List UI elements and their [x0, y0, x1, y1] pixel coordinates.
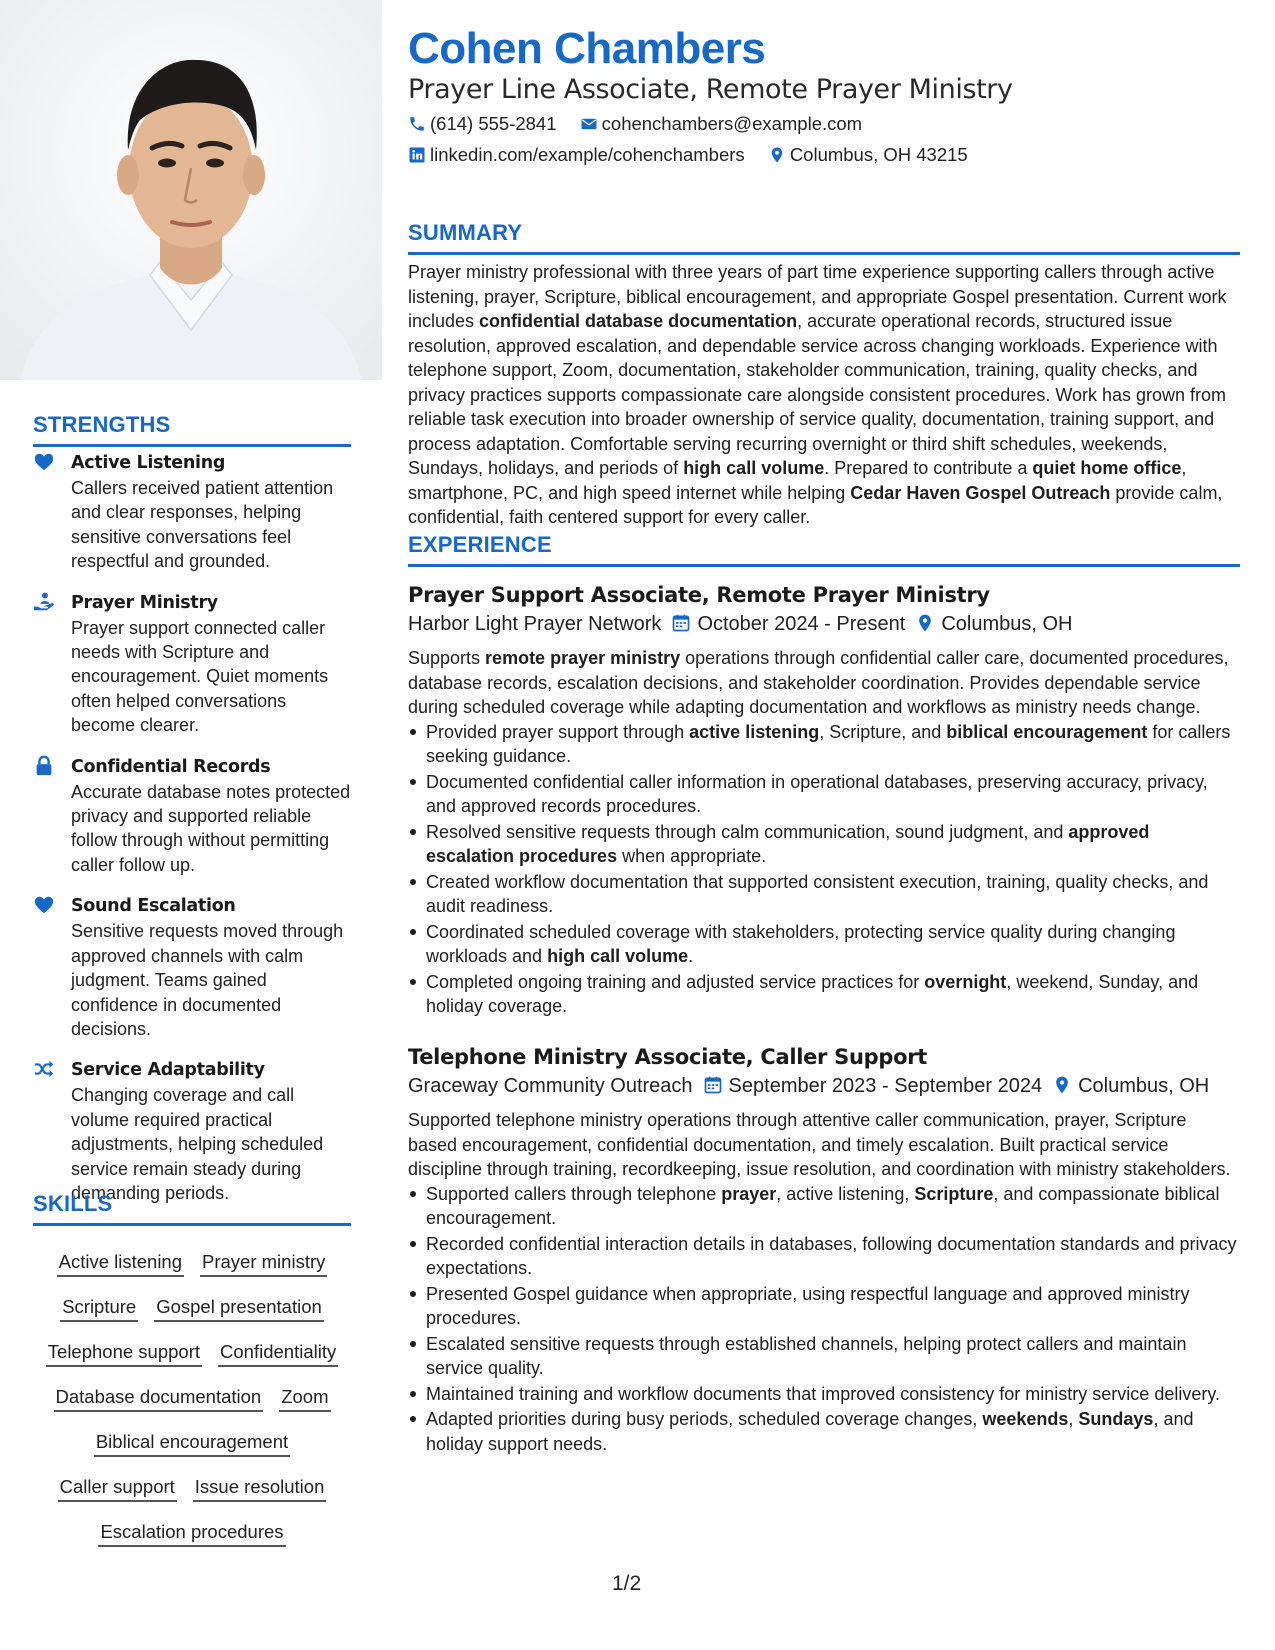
skill-tag: Confidentiality [218, 1340, 338, 1367]
bullet-item [408, 970, 1240, 1019]
job-meta [408, 1075, 1240, 1098]
text-run: Created workflow documentation that supported consistent execution, training, quality checks, and audit readiness. [426, 871, 1209, 916]
skill-tag: Active listening [57, 1250, 184, 1277]
skill-tag: Prayer ministry [200, 1250, 327, 1277]
text-run: when appropriate. [617, 846, 767, 866]
strength-item [33, 590, 353, 738]
text-run: , Scripture, and [819, 721, 947, 742]
text-run: Recorded confidential interaction details in databases, following documentation standards and privacy expectations. [426, 1233, 1237, 1278]
skill-tag: Database documentation [54, 1385, 264, 1412]
bullet-item [408, 1232, 1240, 1281]
text-run: Presented Gospel guidance when appropriate, using respectful language and approved ministry procedures. [426, 1283, 1190, 1328]
skills-row [33, 1385, 351, 1412]
text-run: , accurate operational records, structured issue resolution, approved escalation, and dependable service across changing workloads. Experience with telephone support, Zoom, documentation, stakeholder communication, training, quality checks, and privacy practices supports compassionate care alongside consistent procedures. Work has grown from reliable task execution into broader ownership of service quality, documentation, training support, and process adaptation. Comfortable serving recurring overnight or third shift schedules, weekends, Sundays, holidays, and periods of [408, 311, 1227, 478]
bold-text: high call volume [547, 946, 689, 966]
job-meta [408, 613, 1240, 636]
strength-title: Prayer Ministry [71, 592, 218, 613]
profile-photo-illustration [0, 0, 382, 380]
bold-text: prayer [721, 1183, 777, 1204]
bullet-item [408, 1282, 1240, 1331]
skill-tag: Zoom [279, 1385, 330, 1412]
text-run: Prayer ministry professional with three years of part time experience supporting callers through active listening, prayer, Scripture, biblical encouragement, and appropriate Gospel presentation. Current work includes [408, 262, 1227, 331]
text-run: Escalated sensitive requests through established channels, helping protect callers and maintain service quality. [426, 1333, 1187, 1378]
text-run: . [688, 946, 694, 966]
profile-photo [0, 0, 382, 380]
text-run: Supported callers through telephone [426, 1183, 722, 1204]
text-run: Documented confidential caller information in operational databases, preserving accuracy, privacy, and approved records procedures. [426, 771, 1208, 816]
job-company: Harbor Light Prayer Network [408, 613, 662, 635]
calendar-icon [671, 613, 691, 633]
skills-list [33, 1250, 351, 1565]
map-pin-icon [1052, 1075, 1072, 1095]
bullet-item [408, 820, 1240, 869]
job-entry [408, 583, 1240, 1020]
text-run: Coordinated scheduled coverage with stakeholders, protecting service quality during changing workloads and [426, 921, 1176, 966]
strength-item [33, 754, 353, 878]
summary-heading: SUMMARY [408, 220, 1240, 255]
hand-holding-person-icon [33, 591, 55, 613]
phone-text: (614) 555-2841 [430, 113, 557, 134]
strengths-list [33, 450, 353, 1221]
text-run: Supported telephone ministry operations through attentive caller communication, prayer, Scripture based encouragement, confidential documentation, and timely escalation. Built practical service discipline through training, recordkeeping, issue resolution, and coordination with ministry stakeholders. [408, 1110, 1231, 1179]
bold-text: weekends [982, 1409, 1069, 1429]
job-entry [408, 1045, 1240, 1457]
contact-row [408, 144, 986, 166]
bold-text: Scripture [914, 1183, 994, 1204]
text-run: , weekend, Sunday, and holiday coverage. [426, 971, 1199, 1016]
text-run: Completed ongoing training and adjusted service practices for [426, 971, 925, 992]
bullet-item [408, 720, 1240, 769]
bold-text: quiet home office [1032, 458, 1182, 478]
bullet-item [408, 1332, 1240, 1381]
contact-location [768, 144, 968, 166]
linkedin-icon [408, 146, 426, 164]
page-number: 1/2 [612, 1572, 642, 1595]
skill-tag: Scripture [60, 1295, 138, 1322]
skills-row [33, 1295, 351, 1322]
bold-text: high call volume [683, 458, 825, 478]
strength-title: Confidential Records [71, 756, 271, 777]
job-location: Columbus, OH [941, 613, 1073, 635]
text-run: operations through confidential caller care, documented procedures, database records, escalation decisions, and stakeholder coordination. Provides dependable service during scheduled coverage while adapting documentation and workflows as ministry needs change. [408, 648, 1229, 717]
skill-tag: Escalation procedures [98, 1520, 285, 1547]
bold-text: approved escalation procedures [426, 821, 1150, 866]
candidate-title: Prayer Line Associate, Remote Prayer Ministry [408, 74, 1013, 105]
bold-text: overnight [924, 971, 1007, 992]
text-run: , and holiday support needs. [426, 1409, 1194, 1454]
phone-icon [408, 115, 426, 133]
location-text: Columbus, OH 43215 [789, 144, 968, 165]
job-title: Telephone Ministry Associate, Caller Support [408, 1045, 927, 1069]
skills-row [33, 1520, 351, 1547]
skills-row [33, 1340, 351, 1367]
contact-row [408, 113, 880, 135]
contact-linkedin[interactable] [408, 144, 745, 166]
strength-item [33, 1057, 353, 1205]
bold-text: Cedar Haven Gospel Outreach [850, 482, 1111, 503]
skill-tag: Gospel presentation [154, 1295, 324, 1322]
text-run: , smartphone, PC, and high speed internet while helping [408, 458, 1187, 503]
bold-text: active listening [689, 721, 820, 742]
bold-text: remote prayer ministry [485, 648, 681, 668]
strength-title: Sound Escalation [71, 896, 236, 917]
bullet-item [408, 920, 1240, 969]
text-run: Maintained training and workflow documents that improved consistency for ministry service delivery. [426, 1383, 1221, 1404]
heart-icon [33, 894, 55, 916]
bold-text: Sundays [1078, 1409, 1154, 1429]
text-run: Resolved sensitive requests through calm communication, sound judgment, and [426, 821, 1069, 842]
calendar-icon [703, 1075, 723, 1095]
text-run: , active listening, [776, 1183, 915, 1204]
summary-text [408, 260, 1240, 530]
map-pin-icon [768, 146, 786, 164]
bold-text: confidential database documentation [479, 311, 798, 331]
bullet-item [408, 1382, 1240, 1407]
job-company: Graceway Community Outreach [408, 1075, 693, 1097]
strength-item [33, 893, 353, 1041]
strength-description: Changing coverage and call volume required practical adjustments, helping scheduled service remain steady during demanding periods. [71, 1085, 324, 1203]
skills-row [33, 1430, 351, 1457]
text-run: , [1068, 1409, 1079, 1429]
bullet-item [408, 870, 1240, 919]
map-pin-icon [915, 613, 935, 633]
strength-title: Active Listening [71, 453, 226, 473]
linkedin-text: linkedin.com/example/cohenchambers [430, 144, 745, 165]
strength-description: Prayer support connected caller needs with Scripture and encouragement. Quiet moments often helped conversations become clearer. [71, 617, 329, 736]
skill-tag: Issue resolution [193, 1475, 327, 1502]
strength-item [33, 450, 353, 574]
skills-row [33, 1250, 351, 1277]
experience-heading: EXPERIENCE [408, 532, 1240, 567]
candidate-name: Cohen Chambers [408, 24, 766, 73]
skills-row [33, 1475, 351, 1502]
job-dates: October 2024 - Present [697, 613, 906, 635]
text-run: , and compassionate biblical encouragement. [426, 1183, 1220, 1228]
bullet-item [408, 1182, 1240, 1231]
skill-tag: Telephone support [46, 1340, 202, 1367]
skill-tag: Caller support [58, 1475, 177, 1502]
contact-phone[interactable] [408, 113, 557, 135]
text-run: . Prepared to contribute a [824, 458, 1033, 478]
skill-tag: Biblical encouragement [94, 1430, 290, 1457]
strength-description: Accurate database notes protected privacy and supported reliable follow through without permitting caller follow up. [71, 781, 351, 875]
job-intro [408, 1108, 1240, 1182]
envelope-icon [580, 115, 598, 133]
job-bullets [408, 720, 1240, 1019]
bullet-item [408, 770, 1240, 819]
skills-heading: SKILLS [33, 1191, 351, 1226]
text-run: Provided prayer support through [426, 721, 690, 742]
job-dates: September 2023 - September 2024 [728, 1075, 1043, 1097]
bullet-item [408, 1407, 1240, 1456]
job-location: Columbus, OH [1078, 1075, 1210, 1097]
job-title: Prayer Support Associate, Remote Prayer Ministry [408, 583, 990, 607]
text-run: provide calm, confidential, faith centered support for every caller. [408, 482, 1223, 527]
strength-title: Service Adaptability [71, 1060, 265, 1081]
text-run: for callers seeking guidance. [426, 721, 1231, 766]
strengths-heading: STRENGTHS [33, 412, 351, 447]
contact-email[interactable] [580, 113, 862, 135]
email-text: cohenchambers@example.com [601, 113, 863, 134]
left-column [0, 0, 382, 1650]
bold-text: biblical encouragement [946, 721, 1148, 742]
strength-description: Callers received patient attention and clear responses, helping sensitive conversations feel respectful and grounded. [71, 478, 334, 572]
shuffle-icon [33, 1058, 55, 1080]
text-run: Supports [408, 648, 486, 668]
lock-icon [33, 755, 55, 777]
text-run: Adapted priorities during busy periods, scheduled coverage changes, [426, 1409, 983, 1429]
job-intro [408, 646, 1240, 720]
job-bullets [408, 1182, 1240, 1457]
heart-icon [33, 451, 55, 473]
strength-description: Sensitive requests moved through approved channels with calm judgment. Teams gained confidence in documented decisions. [71, 921, 344, 1039]
